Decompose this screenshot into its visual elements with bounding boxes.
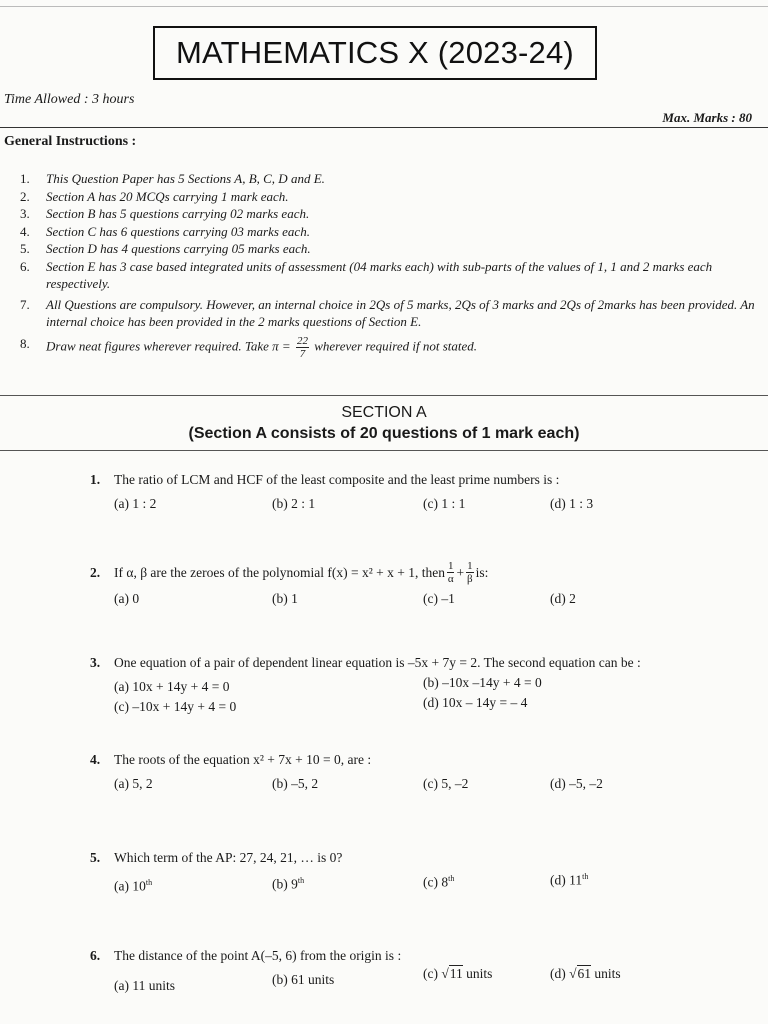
instruction-item: 2. Section A has 20 MCQs carrying 1 mark each. [20,188,289,204]
general-instructions-title: General Instructions : [4,134,137,149]
pi-fraction: $\frac{22}{7}$ [296,334,308,360]
option-b: (b) –5, 2 [272,776,319,791]
question-1: 1. The ratio of LCM and HCF of the least composite and the least prime numbers is : (a) 1 : 2 (b) 2 : 1 (c) 1 : 1 (d) 1 : 3 [90,472,594,511]
option-b: (b) 2 : 1 [272,496,316,511]
instruction-item: 8. Draw neat figures wherever required. Take π = $\frac{22}{7}$ wherever required if not stated. [20,334,478,360]
top-border-line [0,6,768,7]
instruction-item: 3. Section B has 5 questions carrying 02 marks each. [20,206,310,221]
max-marks: Max. Marks : 80 [662,110,752,125]
option-b: (b) 1 [272,591,298,606]
option-c: (c) 8th [423,874,455,890]
fraction-1-alpha: $\frac{1}{\alpha}$ [447,560,454,585]
option-c: (c) –1 [423,591,455,606]
time-allowed: Time Allowed : 3 hours [4,92,135,107]
option-b: (b) –10x –14y + 4 = 0 [423,675,542,690]
instruction-item: 4. Section C has 6 questions carrying 03 marks each. [20,223,310,239]
question-3: 3. One equation of a pair of dependent linear equation is –5x + 7y = 2. The second equation can be : (a) 10x + 14y + 4 = 0 (b) –10x –14y + 4 = 0 (c) –10x + 14y + 4 = 0 (d) 10x – 14y = – 4 [90,655,641,714]
option-d: (d) 11th [550,872,589,888]
instructions-list [20,170,758,360]
section-title: SECTION A [341,404,427,421]
option-a: (a) 11 units [114,978,175,993]
instruction-item: 5. Section D has 4 questions carrying 05 marks each. [20,241,311,256]
header-divider [0,127,768,128]
option-c: (c) 1 : 1 [423,496,466,511]
option-d: (d) –5, –2 [550,776,603,791]
option-c: (c) –10x + 14y + 4 = 0 [114,699,237,714]
option-d: (d) 2 [550,591,576,606]
option-b: (b) 61 units [272,972,335,987]
option-a: (a) 1 : 2 [114,496,157,511]
option-b: (b) 9th [272,876,305,892]
option-a: (a) 5, 2 [114,776,153,791]
question-2: 2. If α, β are the zeroes of the polynomial f(x) = x² + x + 1, then $\frac{1}{\alpha}$ + $\frac{1}{\beta}$ is: (a) 0 (b) 1 (c) –1 (d) 2 [90,560,576,606]
option-d: (d) 10x – 14y = – 4 [423,695,528,710]
question-5: 5. Which term of the AP: 27, 24, 21, … is 0? (a) 10th (b) 9th (c) 8th (d) 11th [90,850,589,894]
question-6: 6. The distance of the point A(–5, 6) from the origin is : (a) 11 units (b) 61 units (c) √11 units (d) √61 units [90,948,621,993]
option-c: (c) 5, –2 [423,776,469,791]
question-4: 4. The roots of the equation x² + 7x + 10 = 0, are : (a) 5, 2 (b) –5, 2 (c) 5, –2 (d) –5, –2 [90,752,603,791]
instruction-item: 6. Section E has 3 case based integrated units of assessment (04 marks each) with sub-parts of the values of 1, 1 and 2 marks each respectively. [20,258,713,291]
section-divider [0,450,768,451]
instruction-item: 1. This Question Paper has 5 Sections A, B, C, D and E. [20,171,325,186]
option-d: (d) √61 units [550,966,621,981]
paper-title: MATHEMATICS X (2023-24) [153,26,597,80]
option-a: (a) 10th [114,878,153,894]
instructions-divider [0,395,768,396]
instruction-item: 7. All Questions are compulsory. However, an internal choice in 2Qs of 5 marks, 2Qs of 3 marks and 2Qs of 2marks has been provided. An internal choice has been provided in the 2 marks questions of Section E. [20,296,755,329]
option-d: (d) 1 : 3 [550,496,594,511]
option-a: (a) 0 [114,591,140,606]
fraction-1-beta: $\frac{1}{\beta}$ [467,560,473,585]
option-c: (c) √11 units [423,966,493,981]
section-subtitle: (Section A consists of 20 questions of 1 mark each) [188,425,580,442]
option-a: (a) 10x + 14y + 4 = 0 [114,679,230,694]
